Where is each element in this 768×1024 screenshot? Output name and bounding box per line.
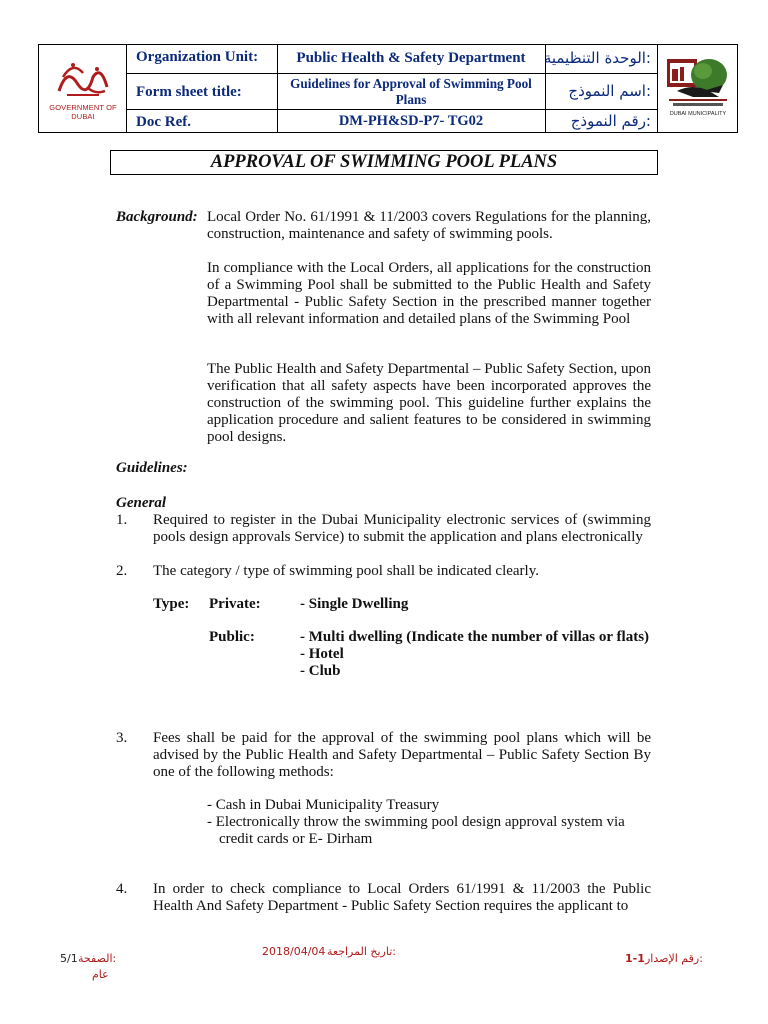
public-item: - Hotel bbox=[300, 646, 344, 662]
header-divider bbox=[277, 45, 278, 132]
item-number: 1. bbox=[116, 512, 128, 528]
item-number: 3. bbox=[116, 730, 128, 746]
doc-ref-row bbox=[127, 110, 657, 132]
type-label: Type: bbox=[153, 596, 190, 612]
form-title-value: Guidelines for Approval of Swimming Pool Plans bbox=[290, 76, 532, 107]
government-of-dubai-logo bbox=[45, 57, 121, 123]
org-unit-row bbox=[127, 45, 657, 74]
footer-classification: عام bbox=[92, 968, 109, 981]
background-paragraph-3: The Public Health and Safety Departmental – Public Safety Section, upon verification that all safety aspects have been incorporated approves the construction of the swimming pool. This guideline further explains the application procedure and salient features to be considered in swimming pool designs. bbox=[207, 361, 651, 445]
left-logo-cell bbox=[39, 45, 127, 132]
org-unit-arabic-label: :الوحدة التنظيمية bbox=[543, 49, 651, 67]
background-label: Background: bbox=[116, 209, 198, 225]
general-heading: General bbox=[116, 495, 166, 511]
calligraphy-emblem-icon bbox=[53, 57, 113, 101]
item-number: 4. bbox=[116, 881, 128, 897]
right-logo-cell bbox=[657, 45, 737, 132]
guidelines-heading: Guidelines: bbox=[116, 460, 188, 476]
background-paragraph-1: Local Order No. 61/1991 & 11/2003 covers Regulations for the planning, construction, maintenance and safety of swimming pools. bbox=[207, 209, 651, 242]
footer-page-label: :الصفحة bbox=[78, 952, 117, 965]
document-header bbox=[38, 44, 738, 133]
org-unit-label: Organization Unit: bbox=[136, 49, 259, 65]
left-logo-caption: GOVERNMENT OF DUBAI bbox=[49, 103, 117, 121]
item-4-text: In order to check compliance to Local Orders 61/1991 & 11/2003 the Public Health And Safety Department - Public Safety Section requires the applicant to bbox=[153, 881, 651, 914]
doc-ref-arabic-label: :رقم النموذج bbox=[570, 112, 651, 130]
payment-method: - Electronically throw the swimming pool design approval system via credit cards or E- Dirham bbox=[207, 814, 625, 847]
dubai-municipality-logo bbox=[663, 53, 733, 125]
payment-method: - Cash in Dubai Municipality Treasury bbox=[207, 797, 440, 813]
footer-review-date: 2018/04/04 bbox=[262, 945, 326, 958]
item-3-text: Fees shall be paid for the approval of the swimming pool plans which will be advised by the Public Health and Safety Departmental – Public Safety Section By one of the following methods: bbox=[153, 730, 651, 780]
form-title-label: Form sheet title: bbox=[136, 84, 242, 100]
document-title-box bbox=[110, 150, 658, 175]
document-title: APPROVAL OF SWIMMING POOL PLANS bbox=[210, 152, 558, 172]
private-item: - Single Dwelling bbox=[300, 596, 409, 612]
footer-page-number: 5/1 bbox=[60, 952, 78, 965]
private-label: Private: bbox=[209, 596, 261, 612]
form-title-arabic-label: :اسم النموذج bbox=[568, 82, 651, 100]
form-title-row bbox=[127, 74, 657, 110]
municipality-emblem-icon bbox=[663, 53, 733, 111]
public-label: Public: bbox=[209, 629, 255, 645]
org-unit-value: Public Health & Safety Department bbox=[296, 50, 526, 66]
item-2-text: The category / type of swimming pool shall be indicated clearly. bbox=[153, 563, 539, 579]
footer-issue-label: :رقم الإصدار bbox=[645, 952, 703, 965]
doc-ref-label: Doc Ref. bbox=[136, 114, 191, 130]
footer-issue-number: 1-1 bbox=[625, 952, 645, 965]
item-1-text: Required to register in the Dubai Municipality electronic services of (swimming pools design approvals Service) to submit the application and plans electronically bbox=[153, 512, 651, 545]
doc-ref-value: DM-PH&SD-P7- TG02 bbox=[338, 113, 484, 129]
footer-review-label: :تاريخ المراجعة bbox=[327, 945, 396, 958]
header-divider bbox=[545, 45, 546, 132]
public-item: - Club bbox=[300, 663, 341, 679]
background-paragraph-2: In compliance with the Local Orders, all applications for the construction of a Swimming Pool shall be submitted to the Public Health and Safety Departmental - Public Safety Section in the prescribed manner together with all relevant information and detailed plans of the Swimming Pool bbox=[207, 260, 651, 327]
right-logo-caption: DUBAI MUNICIPALITY bbox=[669, 111, 727, 117]
public-item: - Multi dwelling (Indicate the number of villas or flats) bbox=[300, 629, 650, 645]
item-number: 2. bbox=[116, 563, 128, 579]
